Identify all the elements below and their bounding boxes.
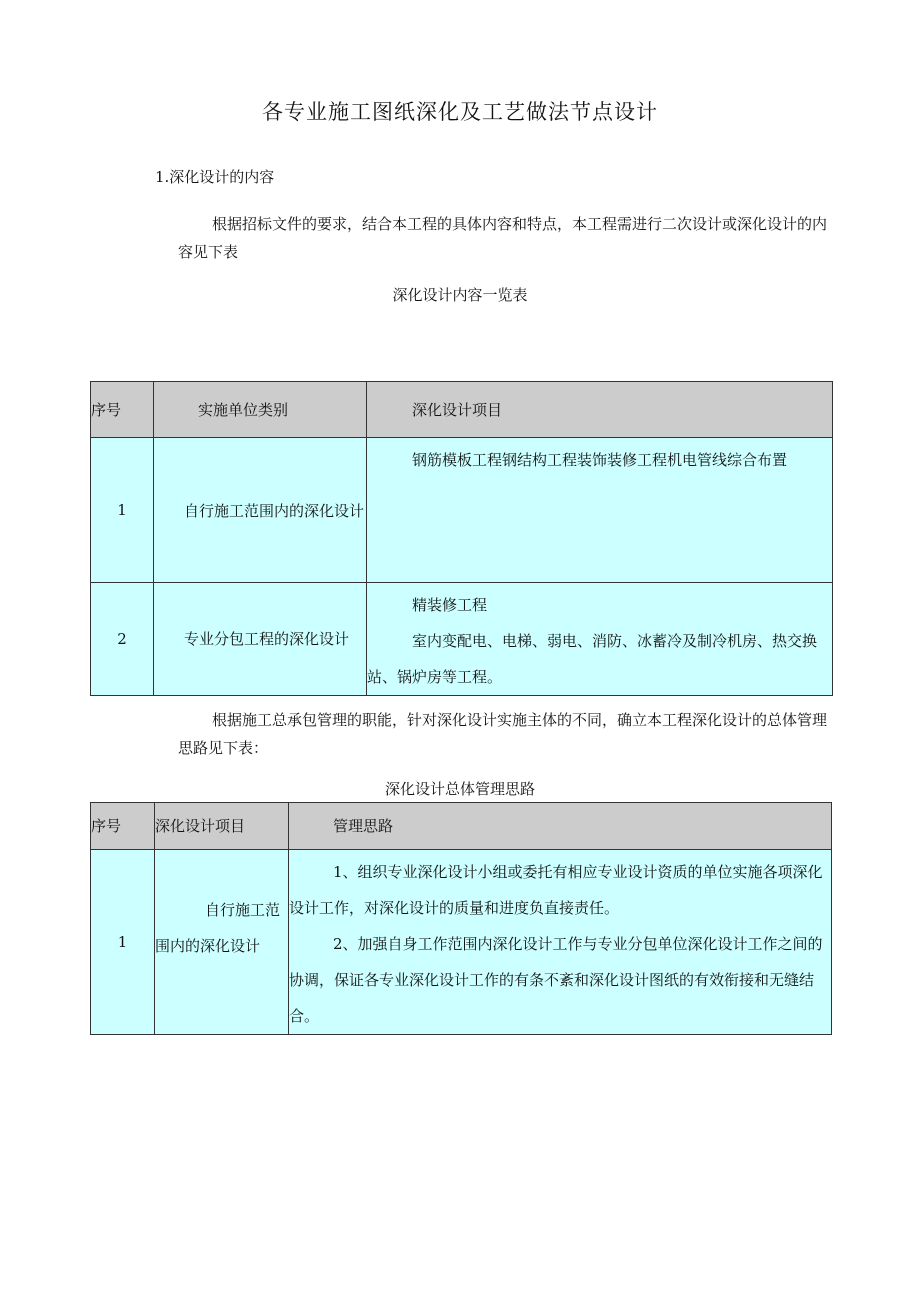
item-text: 自行施工范围内的深化设计	[155, 901, 281, 955]
header-cell: 实施单位类别	[154, 382, 367, 438]
table-header-row	[91, 803, 832, 850]
idea-text: 2、加强自身工作范围内深化设计工作与专业分包单位深化设计工作之间的协调，保证各专业深化设计工作的有条不紊和深化设计图纸的有效衔接和无缝结合。	[289, 935, 823, 1025]
table1-caption: 深化设计内容一览表	[392, 286, 528, 304]
category-cell	[154, 438, 367, 583]
item-text: 室内变配电、电梯、弱电、消防、冰蓄冷及制冷机房、热交换站、锅炉房等工程。	[367, 632, 818, 686]
item-text: 精装修工程	[412, 596, 488, 614]
page-title: 各专业施工图纸深化及工艺做法节点设计	[262, 100, 658, 124]
header-cell: 深化设计项目	[155, 803, 289, 850]
idea-text: 1、组织专业深化设计小组或委托有相应专业设计资质的单位实施各项深化设计工作，对深化设计的质量和进度负直接责任。	[289, 863, 823, 917]
item-cell	[155, 850, 289, 1035]
management-paragraph: 根据施工总承包管理的职能，针对深化设计实施主体的不同，确立本工程深化设计的总体管理思路见下表：	[178, 711, 828, 757]
ideas-cell	[289, 850, 832, 1035]
section-heading: 1.深化设计的内容	[155, 168, 275, 186]
header-cell: 序号	[91, 382, 154, 438]
category-text: 专业分包工程的深化设计	[184, 630, 350, 648]
items-cell	[367, 583, 833, 696]
item-text: 钢筋模板工程钢结构工程装饰装修工程机电管线综合布置	[412, 451, 788, 469]
table-row	[91, 583, 833, 696]
table2-caption: 深化设计总体管理思路	[384, 780, 535, 798]
row-number: 2	[91, 583, 154, 696]
table-header-row	[91, 382, 833, 438]
management-approach-table	[90, 802, 832, 1035]
category-text: 自行施工范围内的深化设计	[184, 502, 365, 520]
deepening-content-table	[90, 381, 833, 696]
row-number: 1	[91, 438, 154, 583]
row-number: 1	[91, 850, 155, 1035]
header-cell: 管理思路	[289, 803, 832, 850]
header-cell: 深化设计项目	[367, 382, 833, 438]
table-row	[91, 438, 833, 583]
category-cell	[154, 583, 367, 696]
items-cell	[367, 438, 833, 583]
table-row	[91, 850, 832, 1035]
intro-paragraph: 根据招标文件的要求，结合本工程的具体内容和特点，本工程需进行二次设计或深化设计的内容见下表	[178, 215, 828, 261]
header-cell: 序号	[91, 803, 155, 850]
